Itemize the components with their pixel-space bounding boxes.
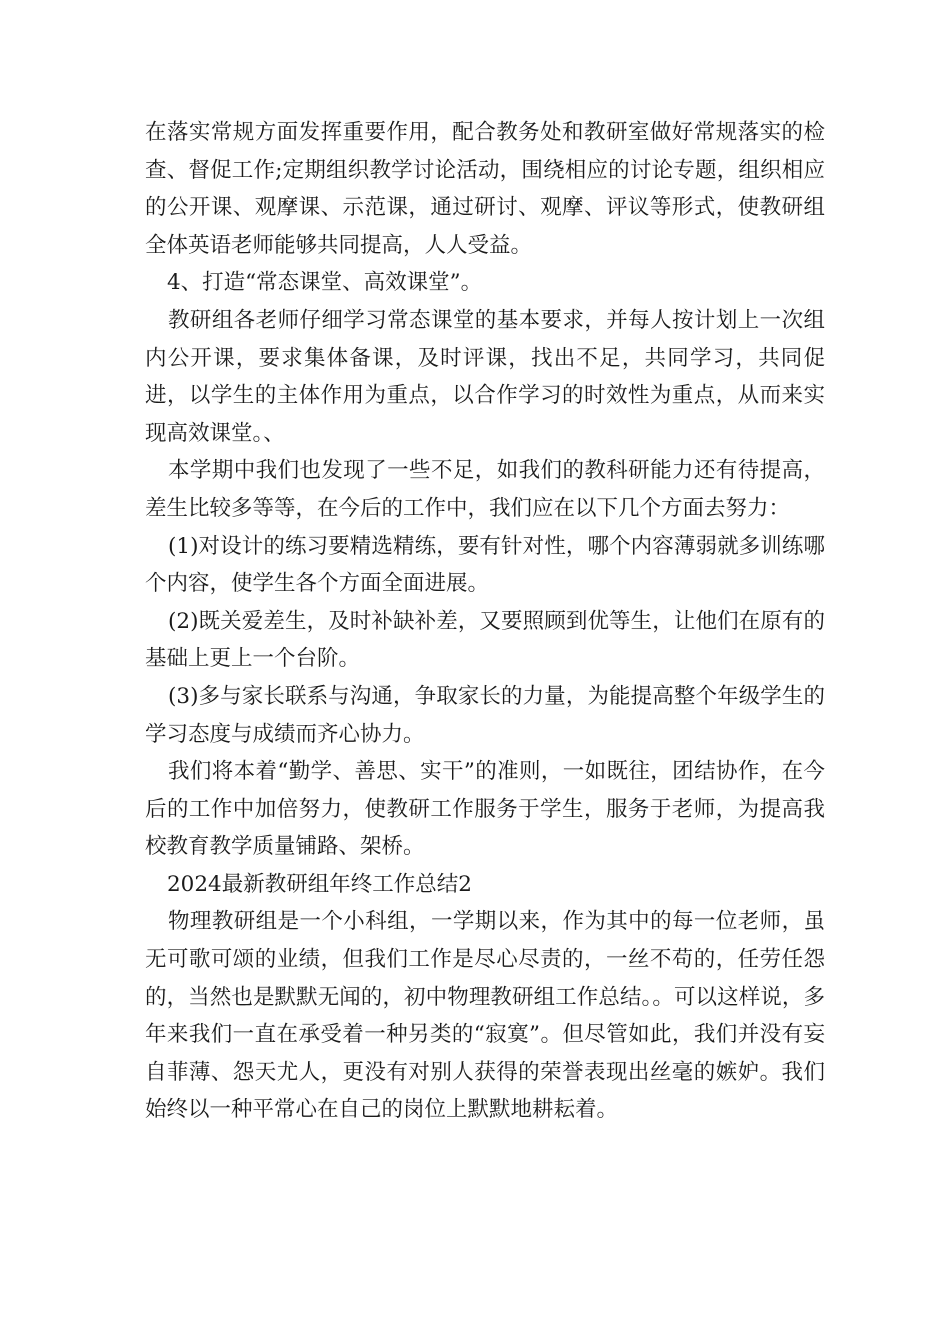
paragraph-classroom: 教研组各老师仔细学习常态课堂的基本要求，并每人按计划上一次组内公开课，要求集体备课，及时评课，找出不足，共同学习，共同促进，以学生的主体作用为重点，以合作学习的时效性为重点，从而来实现高效课堂。、 — [145, 307, 825, 446]
list-item-1: (1)对设计的练习要精选精练，要有针对性，哪个内容薄弱就多训练哪个内容，使学生各个方面全面进展。 — [145, 533, 825, 597]
paragraph-routine: 在落实常规方面发挥重要作用，配合教务处和教研室做好常规落实的检查、督促工作;定期组织教学讨论活动，围绕相应的讨论专题，组织相应的公开课、观摩课、示范课，通过研讨、观摩、评议等形式，使教研组全体英语老师能够共同提高，人人受益。 — [145, 120, 825, 258]
section-title-2: 2024最新教研组年终工作总结2 — [167, 871, 472, 897]
list-item-2: (2)既关爱差生，及时补缺补差，又要照顾到优等生，让他们在原有的基础上更上一个台阶。 — [145, 608, 825, 672]
paragraph-conclusion: 我们将本着“勤学、善思、实干”的准则，一如既往，团结协作，在今后的工作中加倍努力，使教研工作服务于学生，服务于老师，为提高我校教育教学质量铺路、架桥。 — [145, 759, 825, 860]
paragraph-shortcomings: 本学期中我们也发现了一些不足，如我们的教科研能力还有待提高，差生比较多等等，在今后的工作中，我们应在以下几个方面去努力： — [145, 458, 825, 521]
list-item-3: (3)多与家长联系与沟通，争取家长的力量，为能提高整个年级学生的学习态度与成绩而齐心协力。 — [145, 683, 825, 747]
section-heading-4: 4、打造“常态课堂、高效课堂”。 — [167, 270, 483, 296]
paragraph-physics-group: 物理教研组是一个小科组，一学期以来，作为其中的每一位老师，虽无可歌可颂的业绩，但我们工作是尽心尽责的，一丝不苟的，任劳任怨的，当然也是默默无闻的，初中物理教研组工作总结。。可以这样说，多年来我们一直在承受着一种另类的“寂寞”。但尽管如此，我们并没有妄自菲薄、怨天尤人，更没有对别人获得的荣誉表现出丝毫的嫉妒。我们始终以一种平常心在自己的岗位上默默地耕耘着。 — [145, 909, 825, 1123]
document-body — [145, 114, 825, 1129]
